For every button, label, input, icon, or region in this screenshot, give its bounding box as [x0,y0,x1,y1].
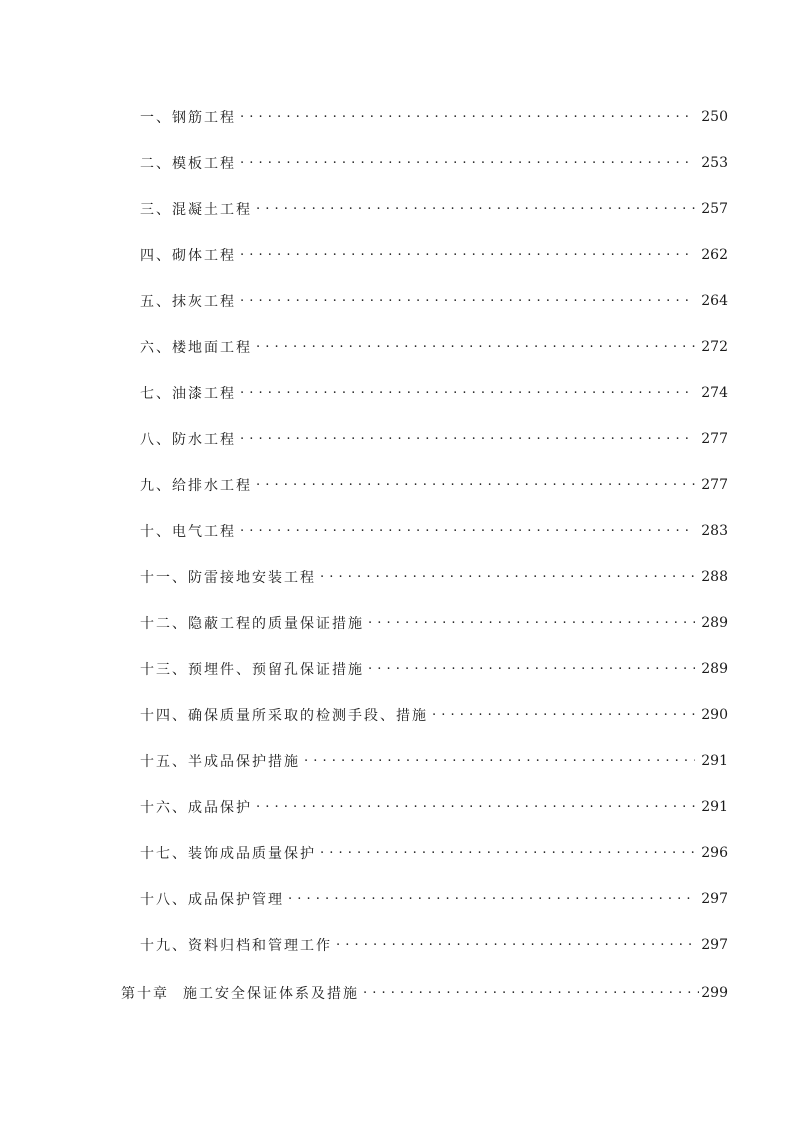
toc-dot-leader [256,339,695,355]
toc-entry-label: 六、楼地面工程 [140,340,252,356]
toc-chapter-entry[interactable] [121,970,728,1016]
toc-entry[interactable] [140,738,728,784]
toc-entry-page: 272 [701,339,728,355]
toc-entry-label: 七、油漆工程 [140,386,236,402]
toc-entry-label: 九、给排水工程 [140,478,252,494]
toc-entry[interactable] [140,416,728,462]
toc-dot-leader [363,985,699,1001]
toc-entry-page: 277 [701,431,728,447]
toc-dot-leader [256,477,695,493]
toc-entry-page: 262 [701,247,728,263]
toc-entry[interactable] [140,830,728,876]
toc-dot-leader [288,891,695,907]
toc-dot-leader [240,293,695,309]
toc-entry-page: 274 [701,385,728,401]
toc-dot-leader [320,569,695,585]
chapter-number: 第十章 [121,986,169,1002]
toc-entry-page: 291 [701,799,728,815]
toc-dot-leader [240,385,695,401]
toc-entry-page: 296 [701,845,728,861]
toc-entry[interactable] [140,554,728,600]
toc-entry[interactable] [140,508,728,554]
toc-entry[interactable] [140,600,728,646]
toc-entry-label: 三、混凝土工程 [140,202,252,218]
toc-entry[interactable] [140,278,728,324]
toc-entry-page: 253 [701,155,728,171]
toc-entry-page: 288 [701,569,728,585]
toc-dot-leader [368,615,695,631]
toc-dot-leader [432,707,695,723]
toc-entry-page: 297 [701,891,728,907]
toc-dot-leader [240,109,695,125]
toc-entry-label: 十二、隐蔽工程的质量保证措施 [140,616,364,632]
toc-entry[interactable] [140,922,728,968]
toc-entry[interactable] [140,646,728,692]
toc-entry[interactable] [140,186,728,232]
toc-chapter-label [121,983,359,1003]
toc-entry-label: 十八、成品保护管理 [140,892,284,908]
toc-entry-label: 四、砌体工程 [140,248,236,264]
toc-dot-leader [256,799,695,815]
toc-entry-label: 十四、确保质量所采取的检测手段、措施 [140,708,428,724]
toc-entry-page: 289 [701,615,728,631]
toc-entry-label: 十七、装饰成品质量保护 [140,846,316,862]
toc-entry-page: 264 [701,293,728,309]
toc-dot-leader [240,247,695,263]
toc-entry-page: 257 [701,201,728,217]
toc-dot-leader [336,937,695,953]
toc-entry-label: 十五、半成品保护措施 [140,754,300,770]
toc-entry[interactable] [140,140,728,186]
toc-entry[interactable] [140,876,728,922]
toc-dot-leader [240,523,695,539]
toc-entry-page: 250 [701,109,728,125]
toc-entry-label: 十三、预埋件、预留孔保证措施 [140,662,364,678]
toc-entry-page: 277 [701,477,728,493]
toc-dot-leader [240,155,695,171]
toc-entry-page: 297 [701,937,728,953]
toc-entry[interactable] [140,370,728,416]
toc-entry-page: 290 [701,707,728,723]
toc-entry-label: 二、模板工程 [140,156,236,172]
toc-entry-label: 十九、资料归档和管理工作 [140,938,332,954]
toc-chapter-page: 299 [701,985,728,1001]
toc-entry-page: 283 [701,523,728,539]
toc-entry[interactable] [140,94,728,140]
toc-entry-label: 十六、成品保护 [140,800,252,816]
toc-entry[interactable] [140,462,728,508]
toc-dot-leader [368,661,695,677]
chapter-title: 施工安全保证体系及措施 [183,986,359,1002]
toc-dot-leader [256,201,695,217]
toc-dot-leader [304,753,695,769]
toc-entry-page: 291 [701,753,728,769]
toc-entry-page: 289 [701,661,728,677]
toc-entry-label: 十、电气工程 [140,524,236,540]
toc-entry[interactable] [140,692,728,738]
toc-entry-label: 一、钢筋工程 [140,110,236,126]
toc-entry[interactable] [140,232,728,278]
toc-entry[interactable] [140,324,728,370]
toc-entry-label: 十一、防雷接地安装工程 [140,570,316,586]
toc-entry-label: 八、防水工程 [140,432,236,448]
toc-entry[interactable] [140,784,728,830]
toc-dot-leader [320,845,695,861]
toc-dot-leader [240,431,695,447]
toc-entry-label: 五、抹灰工程 [140,294,236,310]
